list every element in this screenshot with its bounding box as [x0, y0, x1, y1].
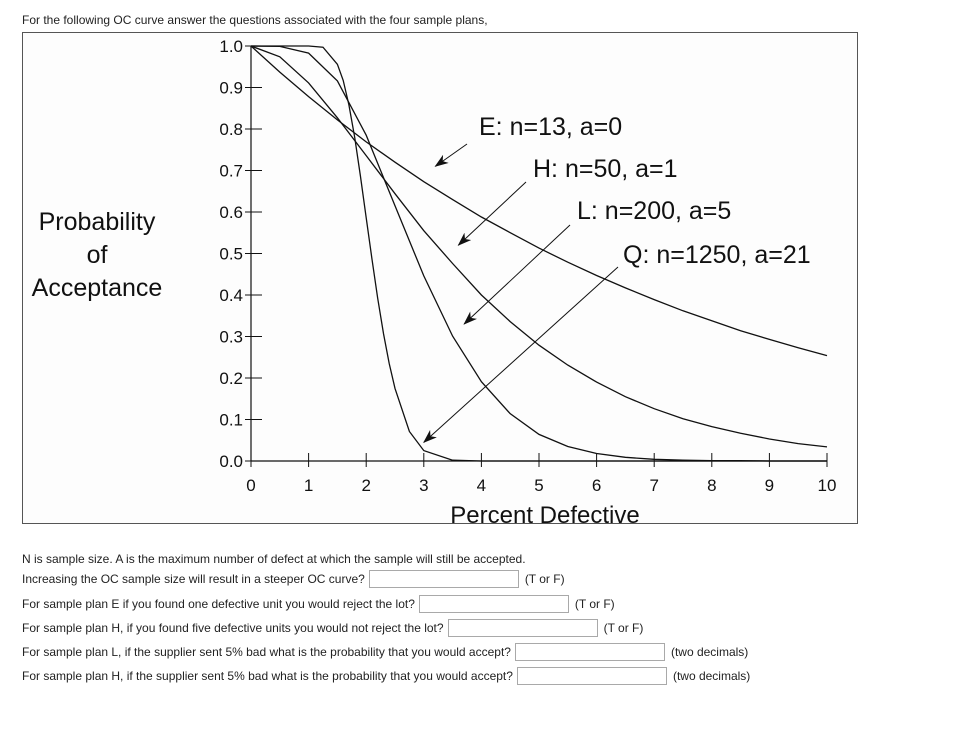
y-tick-label: 0.3 — [219, 327, 243, 347]
question-text: Increasing the OC sample size will result in a steeper OC curve? — [22, 572, 365, 586]
intro-text: For the following OC curve answer the questions associated with the four sample plans, — [22, 13, 488, 27]
y-tick-label: 0.0 — [219, 452, 243, 471]
answer-hint: (T or F) — [574, 597, 615, 611]
question-text: For sample plan E if you found one defective unit you would reject the lot? — [22, 597, 415, 611]
y-tick-label: 0.8 — [219, 120, 243, 139]
question-row-1 — [22, 570, 565, 588]
y-axis-label-line: Acceptance — [31, 274, 163, 302]
y-tick-label: 1.0 — [219, 37, 243, 56]
question-text: For sample plan H, if you found five defective units you would not reject the lot? — [22, 621, 444, 635]
x-tick-label: 4 — [476, 476, 487, 495]
question-row-5 — [22, 667, 750, 685]
answer-hint: (T or F) — [524, 572, 565, 586]
answer-input-2[interactable] — [419, 595, 569, 613]
definition-note: N is sample size. A is the maximum number of defect at which the sample will still be accepted. — [22, 552, 526, 566]
y-axis-label-line: of — [86, 241, 108, 269]
question-text: For sample plan H, if the supplier sent 5% bad what is the probability that you would accept? — [22, 669, 513, 683]
annotation-label: Q: n=1250, a=21 — [623, 241, 811, 269]
x-tick-label: 1 — [303, 476, 314, 495]
question-row-4 — [22, 643, 748, 661]
oc-chart — [23, 33, 857, 523]
y-tick-label: 0.5 — [219, 244, 243, 264]
answer-hint: (two decimals) — [672, 669, 751, 683]
oc-curve-1 — [251, 46, 827, 356]
answer-input-5[interactable] — [517, 667, 667, 685]
question-text: For sample plan L, if the supplier sent 5% bad what is the probability that you would accept? — [22, 645, 511, 659]
x-tick-label: 9 — [764, 476, 775, 495]
y-tick-label: 0.2 — [219, 369, 243, 388]
answer-input-4[interactable] — [515, 643, 665, 661]
x-tick-label: 0 — [246, 476, 256, 495]
answer-hint: (T or F) — [603, 621, 644, 635]
annotation-label: H: n=50, a=1 — [533, 155, 678, 183]
y-axis-label-line: Probability — [38, 208, 156, 236]
y-tick-label: 0.7 — [219, 161, 243, 181]
x-tick-label: 2 — [361, 476, 371, 495]
annotation-label: L: n=200, a=5 — [577, 197, 732, 225]
answer-input-1[interactable] — [369, 570, 519, 588]
annotation-arrow — [435, 144, 467, 166]
answer-hint: (two decimals) — [670, 645, 749, 659]
x-tick-label: 8 — [707, 476, 717, 495]
x-tick-label: 3 — [419, 476, 429, 495]
y-tick-label: 0.1 — [219, 410, 243, 430]
oc-chart-frame — [22, 32, 858, 524]
question-row-3 — [22, 619, 643, 637]
question-row-2 — [22, 595, 615, 613]
x-tick-label: 6 — [591, 476, 602, 495]
annotation-arrow — [464, 225, 570, 324]
y-tick-label: 0.6 — [219, 203, 243, 222]
annotation-label: E: n=13, a=0 — [479, 113, 623, 141]
y-tick-label: 0.4 — [219, 286, 243, 305]
x-axis-label: Percent Defective — [450, 502, 640, 523]
answer-input-3[interactable] — [448, 619, 598, 637]
y-tick-label: 0.9 — [219, 78, 243, 98]
x-tick-label: 10 — [817, 476, 837, 495]
x-tick-label: 7 — [649, 476, 659, 495]
annotation-arrow — [424, 267, 618, 442]
x-tick-label: 5 — [534, 476, 544, 495]
